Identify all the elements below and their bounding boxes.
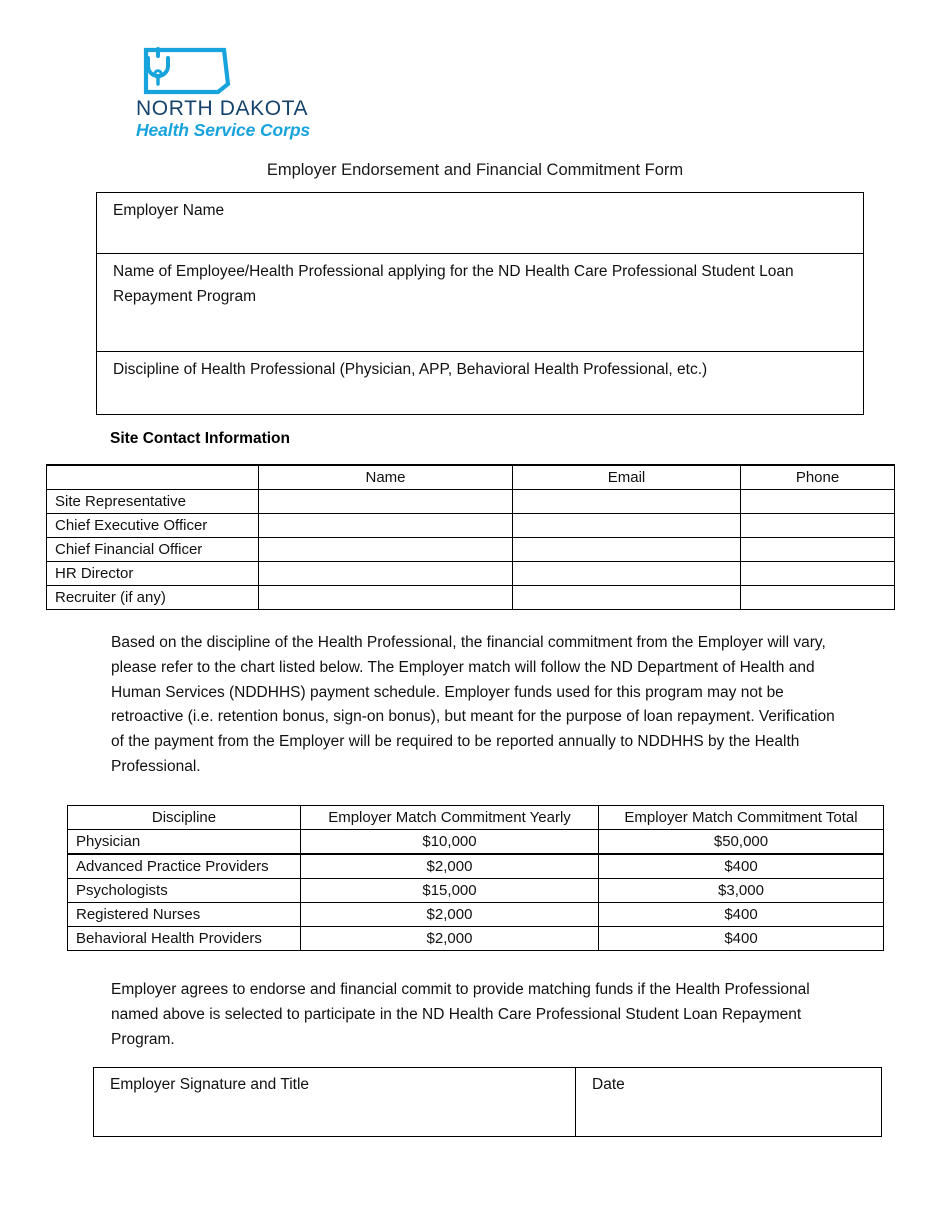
row-label-recruiter: Recruiter (if any) [47, 586, 259, 610]
cell-name-chief-financial-officer[interactable] [259, 538, 513, 562]
cell-phone-chief-executive-officer[interactable] [741, 514, 895, 538]
discipline-field[interactable]: Discipline of Health Professional (Physician, APP, Behavioral Health Professional, etc.) [97, 352, 864, 415]
cell-total-behavioral-health-providers: $400 [599, 927, 884, 951]
cell-yearly-registered-nurses: $2,000 [301, 903, 599, 927]
row-label-chief-financial-officer: Chief Financial Officer [47, 538, 259, 562]
date-field[interactable]: Date [576, 1068, 882, 1137]
employer-info-box [96, 192, 864, 415]
cell-yearly-advanced-practice-providers: $2,000 [301, 854, 599, 879]
logo-wordmark [136, 97, 356, 140]
cell-discipline-advanced-practice-providers: Advanced Practice Providers [68, 854, 301, 879]
logo-text-north-dakota: NORTH DAKOTA [136, 97, 309, 120]
table-row [68, 927, 884, 951]
table-header-row [68, 806, 884, 830]
page-title: Employer Endorsement and Financial Commitment Form [266, 161, 684, 179]
cell-phone-hr-director[interactable] [741, 562, 895, 586]
column-header-total: Employer Match Commitment Total [599, 806, 884, 830]
cell-total-physician: $50,000 [599, 830, 884, 855]
logo-text-health-service-corps: Health Service Corps [136, 120, 311, 140]
table-row [47, 538, 895, 562]
site-contact-table [46, 464, 895, 610]
column-header-role [47, 465, 259, 490]
cell-phone-site-representative[interactable] [741, 490, 895, 514]
row-label-hr-director: HR Director [47, 562, 259, 586]
table-row [47, 514, 895, 538]
cell-total-advanced-practice-providers: $400 [599, 854, 884, 879]
row-label-site-representative: Site Representative [47, 490, 259, 514]
cell-total-psychologists: $3,000 [599, 879, 884, 903]
table-row [47, 586, 895, 610]
cell-total-registered-nurses: $400 [599, 903, 884, 927]
cell-phone-chief-financial-officer[interactable] [741, 538, 895, 562]
cell-discipline-physician: Physician [68, 830, 301, 855]
cell-discipline-psychologists: Psychologists [68, 879, 301, 903]
column-header-yearly: Employer Match Commitment Yearly [301, 806, 599, 830]
employer-info-row [97, 254, 864, 352]
organization-logo [136, 44, 366, 144]
cell-name-site-representative[interactable] [259, 490, 513, 514]
employee-name-field[interactable]: Name of Employee/Health Professional applying for the ND Health Care Professional Student Loan Repayment Program [97, 254, 864, 352]
row-label-chief-executive-officer: Chief Executive Officer [47, 514, 259, 538]
cell-email-chief-executive-officer[interactable] [513, 514, 741, 538]
cell-yearly-physician: $10,000 [301, 830, 599, 855]
agreement-paragraph: Employer agrees to endorse and financial commit to provide matching funds if the Health Professional named above is selected to participate in the ND Health Care Professional Student Loan Repayment Program. [111, 981, 810, 1048]
employer-name-field[interactable]: Employer Name [97, 193, 864, 254]
cell-yearly-behavioral-health-providers: $2,000 [301, 927, 599, 951]
table-header-row [47, 465, 895, 490]
column-header-discipline: Discipline [68, 806, 301, 830]
table-row [68, 879, 884, 903]
cell-phone-recruiter[interactable] [741, 586, 895, 610]
signature-row [94, 1068, 882, 1137]
employer-signature-field[interactable]: Employer Signature and Title [94, 1068, 576, 1137]
cell-email-chief-financial-officer[interactable] [513, 538, 741, 562]
cell-name-chief-executive-officer[interactable] [259, 514, 513, 538]
table-row [47, 490, 895, 514]
cell-name-recruiter[interactable] [259, 586, 513, 610]
cell-discipline-registered-nurses: Registered Nurses [68, 903, 301, 927]
table-row [47, 562, 895, 586]
commitment-paragraph: Based on the discipline of the Health Professional, the financial commitment from the Employer will vary, please refer to the chart listed below. The Employer match will follow the ND Department of Health and Human Services (NDDHHS) payment schedule. Employer funds used for this program may not be retroactive (i.e. retention bonus, sign-on bonus), but meant for the purpose of loan repayment. Verification of the payment from the Employer will be required to be reported annually to NDDHHS by the Health Professional. [111, 634, 835, 775]
cell-email-site-representative[interactable] [513, 490, 741, 514]
column-header-phone: Phone [741, 465, 895, 490]
north-dakota-stethoscope-icon [136, 44, 234, 100]
signature-box [93, 1067, 882, 1137]
discipline-commitment-table [67, 805, 884, 951]
table-row [68, 854, 884, 879]
table-row [68, 830, 884, 855]
employer-info-row [97, 193, 864, 254]
cell-email-recruiter[interactable] [513, 586, 741, 610]
cell-discipline-behavioral-health-providers: Behavioral Health Providers [68, 927, 301, 951]
cell-name-hr-director[interactable] [259, 562, 513, 586]
column-header-email: Email [513, 465, 741, 490]
cell-email-hr-director[interactable] [513, 562, 741, 586]
employer-info-row [97, 352, 864, 415]
column-header-name: Name [259, 465, 513, 490]
cell-yearly-psychologists: $15,000 [301, 879, 599, 903]
site-contact-heading: Site Contact Information [110, 430, 290, 447]
table-row [68, 903, 884, 927]
